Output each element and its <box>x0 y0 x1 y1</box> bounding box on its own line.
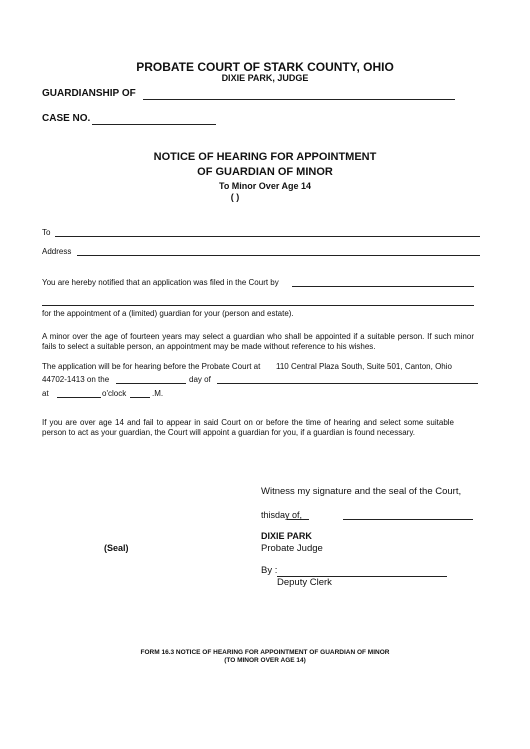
hearing-time-field[interactable] <box>57 397 101 398</box>
oclock-label: o'clock <box>102 389 127 398</box>
to-field[interactable] <box>55 236 480 237</box>
notice-title-line1: NOTICE OF HEARING FOR APPOINTMENT <box>153 151 377 163</box>
guardianship-field[interactable] <box>143 99 455 100</box>
address-field[interactable] <box>77 255 480 256</box>
deputy-clerk-label: Deputy Clerk <box>277 577 332 588</box>
form-footer-line1: FORM 16.3 NOTICE OF HEARING FOR APPOINTMENT OF GUARDIAN OF MINOR <box>140 649 390 656</box>
judge-name: DIXIE PARK, JUDGE <box>221 73 309 83</box>
hearing-text: The application will be for hearing before the Probate Court at <box>42 362 261 371</box>
seal-label: (Seal) <box>104 543 129 553</box>
applicant-field-line2[interactable] <box>42 305 474 306</box>
court-name: PROBATE COURT OF STARK COUNTY, OHIO <box>136 60 394 74</box>
form-footer-line2: (TO MINOR OVER AGE 14) <box>224 657 306 664</box>
am-pm-field[interactable] <box>130 397 150 398</box>
minor-selection-paragraph: A minor over the age of fourteen years may select a guardian who shall be appointed if a suitable person. If such minor fails to select a suitable person, an appointment may be made without reference to his wishes. <box>42 332 474 351</box>
day-of-label: day of <box>189 375 211 384</box>
sign-day-field[interactable] <box>287 519 309 520</box>
applicant-field[interactable] <box>292 286 474 287</box>
to-label: To <box>42 228 51 237</box>
sign-month-field[interactable] <box>343 519 473 520</box>
hearing-day-field[interactable] <box>116 383 186 384</box>
appointment-for-text: for the appointment of a (limited) guardian for your (person and estate). <box>42 309 294 318</box>
notice-subtitle: To Minor Over Age 14 <box>218 181 312 191</box>
m-label: .M. <box>152 389 164 398</box>
hearing-zip-text: 44702-1413 on the <box>42 375 110 384</box>
judge-title: Probate Judge <box>261 543 323 554</box>
address-label: Address <box>42 247 72 256</box>
hearing-address: 110 Central Plaza South, Suite 501, Canton, Ohio <box>276 362 452 371</box>
signing-judge-name: DIXIE PARK <box>261 531 312 541</box>
guardianship-label: GUARDIANSHIP OF <box>42 88 136 99</box>
notice-parens: ( ) <box>230 192 240 202</box>
thisday-text: thisday of, <box>261 510 303 520</box>
notified-text: You are hereby notified that an application was filed in the Court by <box>42 278 279 287</box>
notice-title-line2: OF GUARDIAN OF MINOR <box>197 166 333 178</box>
case-number-field[interactable] <box>92 124 216 125</box>
witness-text: Witness my signature and the seal of the Court, <box>261 486 462 497</box>
by-label: By : <box>261 565 278 576</box>
at-label: at <box>42 389 49 398</box>
hearing-month-field[interactable] <box>217 383 478 384</box>
failure-to-appear-paragraph: If you are over age 14 and fail to appear in said Court on or before the time of hearing and select some suitable person to act as your guardian, the Court will appoint a guardian for you, if a guardian is found necessary. <box>42 418 454 437</box>
case-number-label: CASE NO. <box>42 113 91 124</box>
